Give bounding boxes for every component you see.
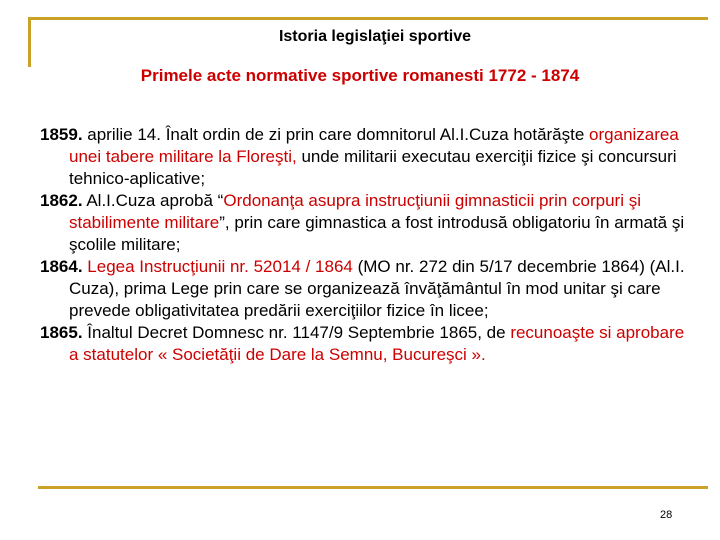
slide-title: Istoria legislaţiei sportive <box>278 28 472 45</box>
top-border-line <box>28 17 708 20</box>
entry-year: 1865. <box>40 323 83 342</box>
timeline-content <box>40 124 690 366</box>
entry-1864 <box>40 256 690 322</box>
entry-year: 1864. <box>40 257 83 276</box>
entry-text: aprilie 14. Înalt ordin de zi prin care domnitorul Al.I.Cuza hotărăşte <box>82 125 590 144</box>
entry-highlight: recunoaşte si aprobare a statutelor « Societăţii de Dare la Semnu, Bucureşci ». <box>69 323 685 364</box>
entry-1865 <box>40 322 690 366</box>
entry-1862 <box>40 190 690 256</box>
entry-1859 <box>40 124 690 190</box>
entry-highlight: organizarea unei tabere militare la Floreşti, <box>69 125 679 166</box>
slide-subtitle: Primele acte normative sportive romanesti 1772 - 1874 <box>140 66 580 85</box>
entry-text: Al.I.Cuza aprobă “ <box>82 191 224 210</box>
entry-text: ”, prin care gimnastica a fost introdusă obligatoriu în armată şi şcolile militare; <box>69 213 685 254</box>
entry-text: Înaltul Decret Domnesc nr. 1147/9 Septembrie 1865, de <box>82 323 511 342</box>
entry-highlight: Ordonanţa asupra instrucţiunii gimnasticii prin corpuri şi stabilimente militare <box>69 191 641 232</box>
entry-year: 1859. <box>40 125 83 144</box>
entry-text: (MO nr. 272 din 5/17 decembrie 1864) (Al.I. Cuza), prima Lege prin care se organizează învăţământul în mod unitar şi care prevede obligativitatea predării exerciţiilor fizice în licee; <box>69 257 685 320</box>
entry-year: 1862. <box>40 191 83 210</box>
page-number: 28 <box>660 509 673 521</box>
entry-text: unde militarii executau exerciţii fizice şi concursuri tehnico-aplicative; <box>69 147 677 188</box>
entry-highlight: Legea Instrucţiunii nr. 52014 / 1864 <box>87 257 353 276</box>
bottom-border-line <box>38 486 708 489</box>
